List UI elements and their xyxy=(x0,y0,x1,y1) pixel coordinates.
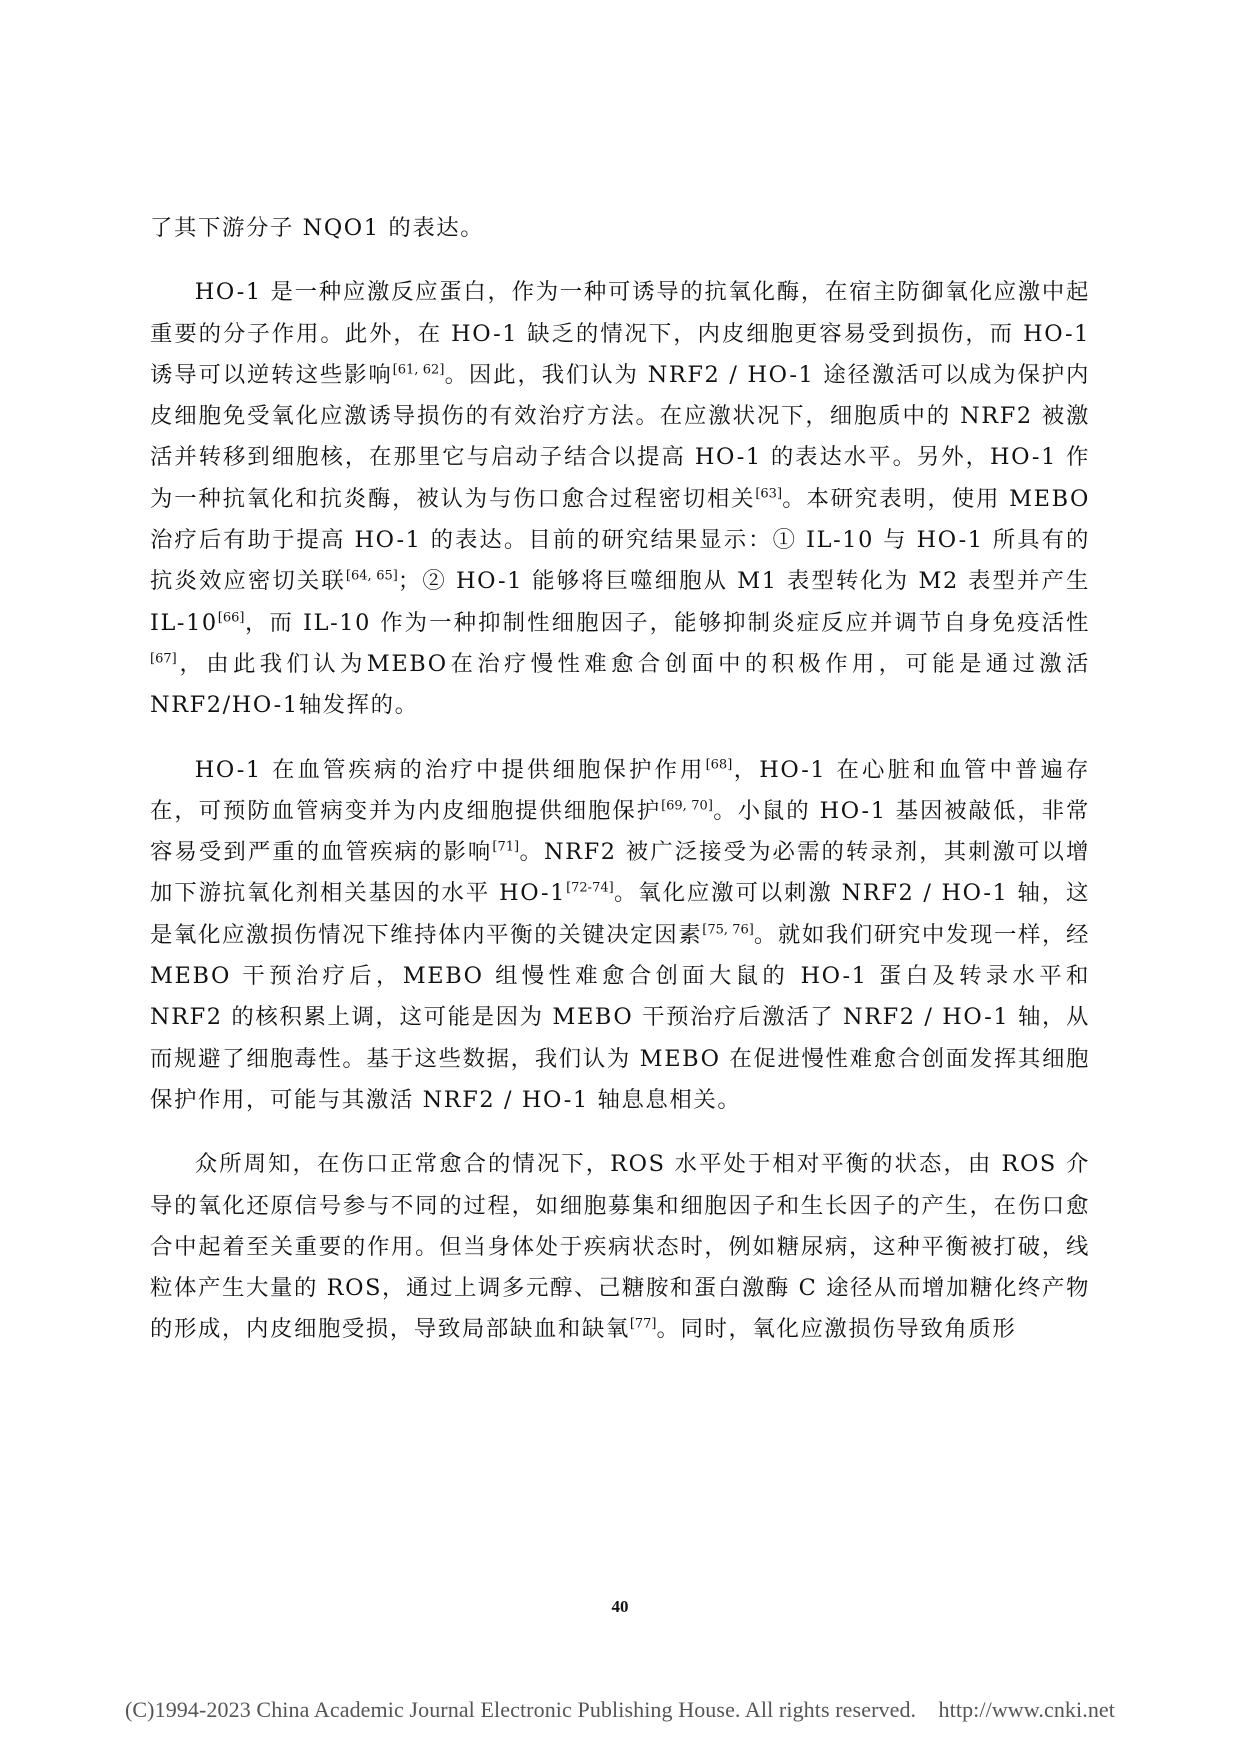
citation-marker: [71] xyxy=(492,839,520,855)
page-number: 40 xyxy=(611,1597,629,1616)
citation-marker: [77] xyxy=(629,1316,657,1332)
copyright-footer: (C)1994-2023 China Academic Journal Electronic Publishing House. All rights reserved. http://www.cnki.net xyxy=(124,1697,1116,1722)
citation-marker: [61, 62] xyxy=(392,362,445,378)
text-run: ，由此我们认为MEBO在治疗慢性难愈合创面中的积极作用，可能是通过激活NRF2/HO-1轴发挥的。 xyxy=(150,650,1090,719)
text-run: 了其下游分子 NQO1 的表达。 xyxy=(150,215,485,241)
citation-marker: [68] xyxy=(705,757,733,773)
paragraph-3 xyxy=(150,750,1090,1122)
paragraph-4 xyxy=(150,1144,1090,1350)
citation-marker: [69, 70] xyxy=(661,798,713,814)
text-run: HO-1 是一种应激反应蛋白，作为一种可诱导的抗氧化酶，在宿主防御氧化应激中起重要的分子作用。此外，在 HO-1 缺乏的情况下，内皮细胞更容易受到损伤，而 HO-1 诱导可以逆转这些影响 xyxy=(150,279,1090,388)
citation-marker: [66] xyxy=(217,610,245,626)
text-run: 。氧化应激可以刺激 NRF2 / HO-1 轴，这是氧化应激损伤情况下维持体内平衡的关键决定因素 xyxy=(150,880,1090,948)
citation-marker: [72-74] xyxy=(566,880,614,896)
text-run: ；② HO-1 能够将巨噬细胞从 M1 表型转化为 M2 表型并产生 IL-10 xyxy=(150,568,1090,636)
text-run: ，而 IL-10 作为一种抑制性细胞因子，能够抑制炎症反应并调节自身免疫活性 xyxy=(244,609,1090,636)
text-run: 。本研究表明，使用 MEBO 治疗后有助于提高 HO-1 的表达。目前的研究结果显示：① IL-10 与 HO-1 所具有的抗炎效应密切关联 xyxy=(150,485,1091,595)
text-run: 。就如我们研究中发现一样，经 MEBO 干预治疗后，MEBO 组慢性难愈合创面大鼠的 HO-1 蛋白及转录水平和 NRF2 的核积累上调，这可能是因为 MEBO 干预治疗后激活了 NRF2 / HO-1 轴，从而规避了细胞毒性。基于这些数据，我们认为 MEBO 在促进慢性难愈合创面发挥其细胞保护作用，可能与其激活 NRF2 / HO-1 轴息息相关。 xyxy=(150,921,1090,1113)
text-run: 众所周知，在伤口正常愈合的情况下，ROS 水平处于相对平衡的状态，由 ROS 介导的氧化还原信号参与不同的过程，如细胞募集和细胞因子和生长因子的产生，在伤口愈合中起着至关重要的作用。但当身体处于疾病状态时，例如糖尿病，这种平衡被打破，线粒体产生大量的 ROS，通过上调多元醇、己糖胺和蛋白激酶 C 途径从而增加糖化终产物的形成，内皮细胞受损，导致局部缺血和缺氧 xyxy=(150,1151,1090,1343)
citation-marker: [67] xyxy=(150,651,177,667)
body-text xyxy=(150,208,1090,1374)
text-run: 。NRF2 被广泛接受为必需的转录剂，其刺激可以增加下游抗氧化剂相关基因的水平 HO-1 xyxy=(150,839,1090,907)
text-run: 。同时，氧化应激损伤导致角质形 xyxy=(656,1316,1017,1343)
citation-marker: [75, 76] xyxy=(702,922,754,938)
text-run: ，HO-1 在心脏和血管中普遍存在，可预防血管病变并为内皮细胞提供细胞保护 xyxy=(150,756,1090,824)
citation-marker: [63] xyxy=(755,486,783,502)
text-run: 。因此，我们认为 NRF2 / HO-1 途径激活可以成为保护内皮细胞免受氧化应激诱导损伤的有效治疗方法。在应激状况下，细胞质中的 NRF2 被激活并转移到细胞核，在那里它与启动子结合以提高 HO-1 的表达水平。另外，HO-1 作为一种抗氧化和抗炎酶，被认为与伤口愈合过程密切相关 xyxy=(150,361,1090,512)
citation-marker: [64, 65] xyxy=(345,568,398,584)
paragraph-1 xyxy=(150,208,1090,249)
paragraph-2 xyxy=(150,272,1090,726)
text-run: HO-1 在血管疾病的治疗中提供细胞保护作用 xyxy=(194,756,706,783)
text-run: 。小鼠的 HO-1 基因被敲低，非常容易受到严重的血管疾病的影响 xyxy=(150,797,1090,866)
